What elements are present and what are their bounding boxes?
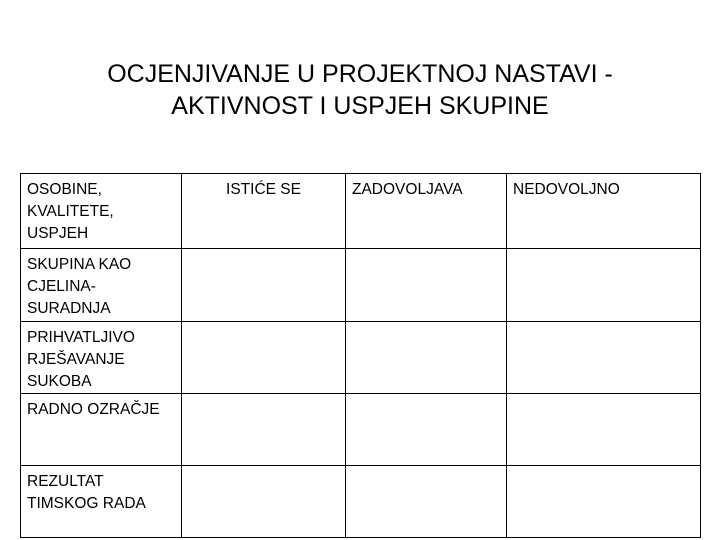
row-label-cell: SKUPINA KAO CJELINA-SURADNJA	[21, 249, 182, 322]
table-cell	[182, 394, 346, 466]
table-row	[21, 249, 701, 322]
table-cell	[507, 466, 701, 538]
title-line-1: OCJENJIVANJE U PROJEKTNOJ NASTAVI -	[107, 60, 613, 88]
table-cell	[346, 466, 507, 538]
table-row	[21, 394, 701, 466]
slide-title	[0, 58, 720, 122]
table-cell	[346, 322, 507, 394]
table-cell	[346, 394, 507, 466]
title-line-2: AKTIVNOST I USPJEH SKUPINE	[171, 92, 549, 120]
row-label-cell: REZULTAT TIMSKOG RADA	[21, 466, 182, 538]
table-header-row	[21, 174, 701, 249]
header-cell-excellent: ISTIĆE SE	[182, 174, 346, 249]
table-cell	[346, 249, 507, 322]
header-cell-insufficient: NEDOVOLJNO	[507, 174, 701, 249]
row-label-cell: PRIHVATLJIVO RJEŠAVANJE SUKOBA	[21, 322, 182, 394]
assessment-table	[20, 173, 701, 538]
table-cell	[507, 394, 701, 466]
header-cell-criteria: OSOBINE, KVALITETE, USPJEH	[21, 174, 182, 249]
row-label-cell: RADNO OZRAČJE	[21, 394, 182, 466]
table-cell	[182, 466, 346, 538]
table-cell	[182, 249, 346, 322]
table-cell	[182, 322, 346, 394]
table-row	[21, 322, 701, 394]
table-cell	[507, 249, 701, 322]
table-row	[21, 466, 701, 538]
header-cell-satisfactory: ZADOVOLJAVA	[346, 174, 507, 249]
table-cell	[507, 322, 701, 394]
